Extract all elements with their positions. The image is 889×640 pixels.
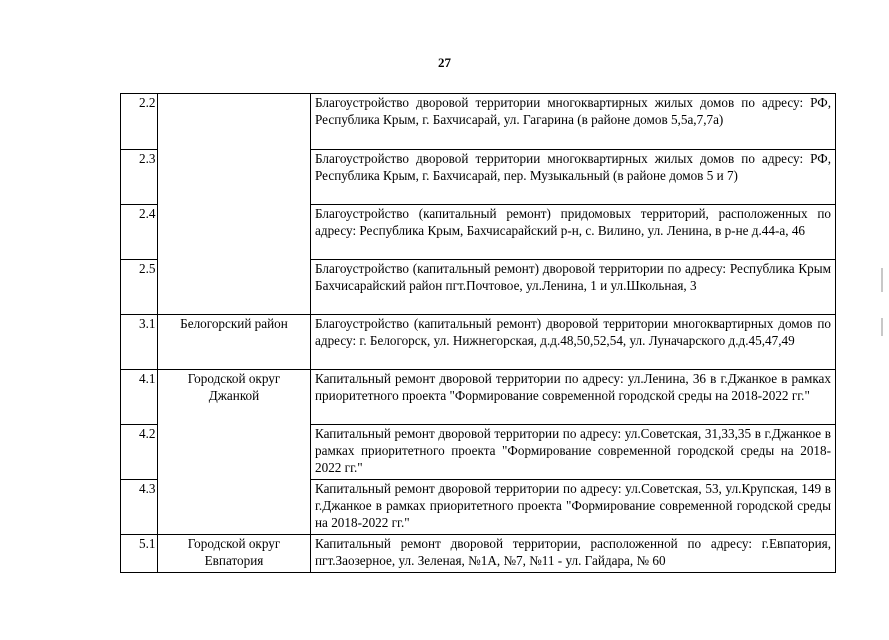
table-row (121, 315, 836, 370)
area-cell: Городской округ Евпатория (158, 535, 311, 573)
row-number: 2.2 (121, 94, 158, 150)
area-cell: Белогорский район (158, 315, 311, 370)
row-number: 3.1 (121, 315, 158, 370)
project-description: Капитальный ремонт дворовой территории, расположенной по адресу: г.Евпатория, пгт.Заозерное, ул. Зеленая, №1А, №7, №11 - ул. Гайдара, № 60 (311, 535, 836, 573)
row-number: 5.1 (121, 535, 158, 573)
page-number: 27 (438, 55, 451, 70)
table-row (121, 150, 836, 205)
row-number: 2.3 (121, 150, 158, 205)
table-row (121, 535, 836, 573)
project-description: Благоустройство (капитальный ремонт) дворовой территории многоквартирных домов по адресу: г. Белогорск, ул. Нижнегорская, д.д.48,50,52,54, ул. Луначарского д.д.45,47,49 (311, 315, 836, 370)
area-cell (158, 205, 311, 260)
project-description: Благоустройство дворовой территории многоквартирных жилых домов по адресу: РФ, Республика Крым, г. Бахчисарай, ул. Гагарина (в районе домов 5,5а,7,7а) (311, 94, 836, 150)
project-description: Капитальный ремонт дворовой территории по адресу: ул.Советская, 31,33,35 в г.Джанкое в рамках приоритетного проекта "Формирование современной городской среды на 2018-2022 гг." (311, 425, 836, 480)
table-row (121, 425, 836, 480)
area-cell (158, 150, 311, 205)
area-cell (158, 260, 311, 315)
scan-edge-mark (881, 268, 883, 292)
project-description: Капитальный ремонт дворовой территории по адресу: ул.Советская, 53, ул.Крупская, 149 в г.Джанкое в рамках приоритетного проекта "Формирование современной городской среды на 2018-2022 гг." (311, 480, 836, 535)
area-cell (158, 480, 311, 535)
area-cell: Городской округ Джанкой (158, 370, 311, 425)
area-cell (158, 425, 311, 480)
row-number: 4.2 (121, 425, 158, 480)
row-number: 4.3 (121, 480, 158, 535)
projects-table (120, 93, 836, 573)
project-description: Благоустройство (капитальный ремонт) дворовой территории по адресу: Республика Крым Бахчисарайский район пгт.Почтовое, ул.Ленина, 1 и ул.Школьная, 3 (311, 260, 836, 315)
project-description: Благоустройство дворовой территории многоквартирных жилых домов по адресу: РФ, Республика Крым, г. Бахчисарай, пер. Музыкальный (в районе домов 5 и 7) (311, 150, 836, 205)
row-number: 4.1 (121, 370, 158, 425)
table-row (121, 480, 836, 535)
area-cell (158, 94, 311, 150)
row-number: 2.5 (121, 260, 158, 315)
table-row (121, 260, 836, 315)
scan-edge-mark (881, 318, 883, 336)
table-row (121, 370, 836, 425)
project-description: Благоустройство (капитальный ремонт) придомовых территорий, расположенных по адресу: Республика Крым, Бахчисарайский р-н, с. Вилино, ул. Ленина, в р-не д.44-а, 46 (311, 205, 836, 260)
project-description: Капитальный ремонт дворовой территории по адресу: ул.Ленина, 36 в г.Джанкое в рамках приоритетного проекта "Формирование современной городской среды на 2018-2022 гг." (311, 370, 836, 425)
table-row (121, 205, 836, 260)
row-number: 2.4 (121, 205, 158, 260)
table-row (121, 94, 836, 150)
